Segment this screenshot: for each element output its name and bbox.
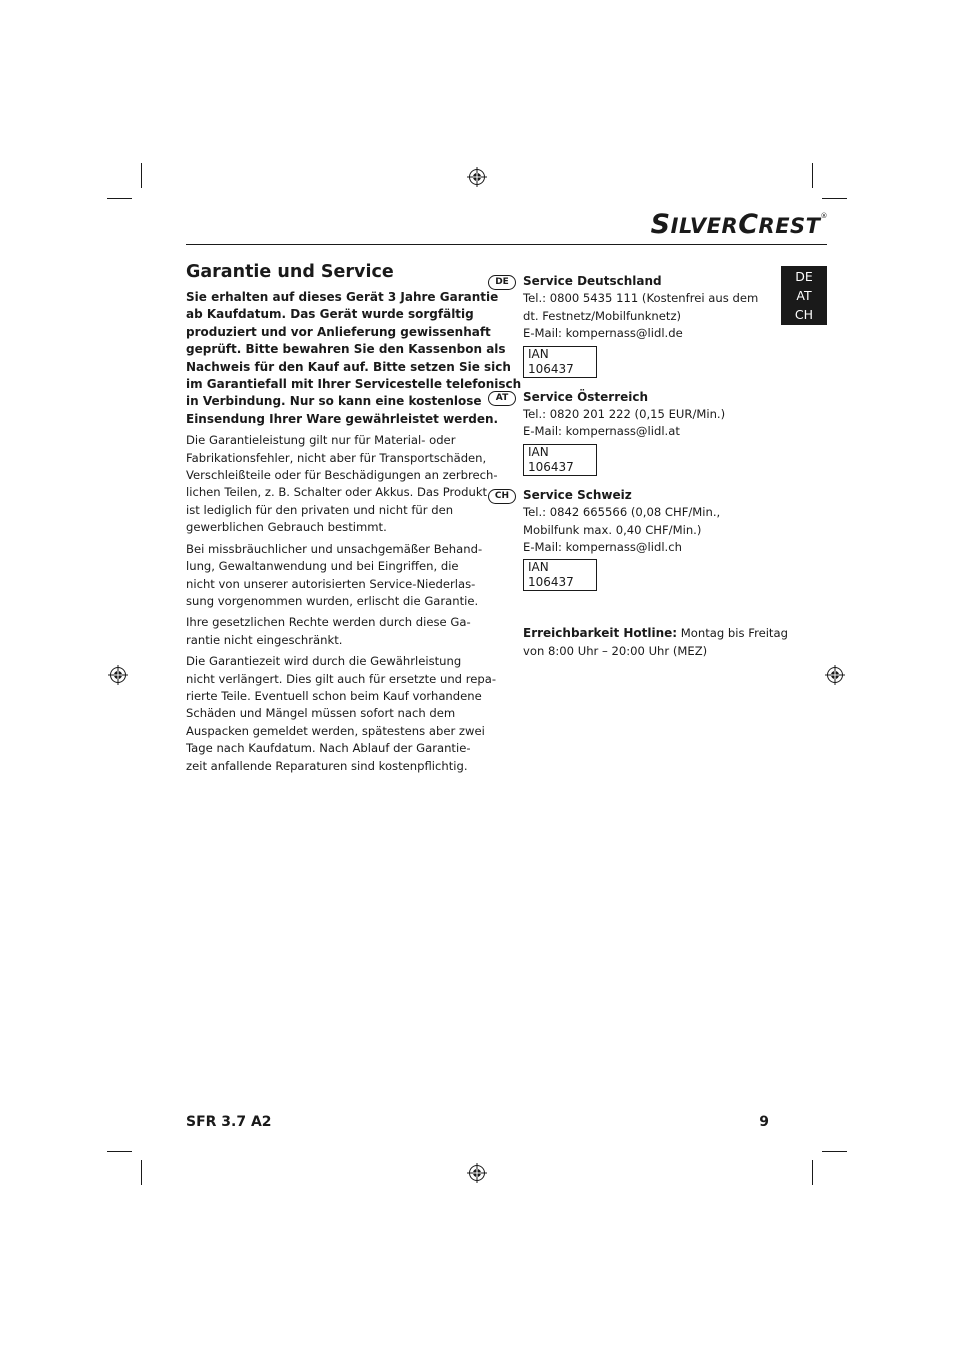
text-line: sung vorgenommen wurden, erlischt die Garantie. <box>186 593 479 608</box>
text-line: Die Garantiezeit wird durch die Gewährleistung <box>186 654 462 669</box>
paragraph <box>186 653 497 775</box>
service-line: E-Mail: kompernass@lidl.at <box>523 424 680 439</box>
service-line: E-Mail: kompernass@lidl.ch <box>523 540 682 555</box>
text-line: rantie nicht eingeschränkt. <box>186 632 343 647</box>
hotline-label: Erreichbarkeit Hotline: <box>523 626 678 641</box>
text-line: zeit anfallende Reparaturen sind kostenpflichtig. <box>186 758 468 773</box>
text-line: Auspacken gemeldet werden, spätestens aber zwei <box>186 723 485 738</box>
text-line: Die Garantieleistung gilt nur für Material- oder <box>186 433 456 448</box>
brand-part: REST <box>758 214 821 238</box>
text-line: im Garantiefall mit Ihrer Servicestelle telefonisch <box>186 377 522 392</box>
service-line: dt. Festnetz/Mobilfunknetz) <box>523 308 682 323</box>
brand-part: ILVER <box>670 214 739 238</box>
text-line: Tage nach Kaufdatum. Nach Ablauf der Garantie- <box>186 741 471 756</box>
language-tab <box>781 266 827 325</box>
lang-at: AT <box>796 288 812 303</box>
registration-mark-icon <box>108 665 128 685</box>
crop-mark <box>141 163 142 188</box>
text-line: ab Kaufdatum. Das Gerät wurde sorgfältig <box>186 307 474 322</box>
service-name: Service Österreich <box>523 389 649 404</box>
text-line: Einsendung Ihrer Ware gewährleistet werden. <box>186 411 499 426</box>
text-line: Ihre gesetzlichen Rechte werden durch diese Ga- <box>186 615 471 630</box>
country-flag-badge: AT <box>488 391 516 406</box>
text-line: lung, Gewaltanwendung und bei Eingriffen, die <box>186 559 459 574</box>
paragraph <box>186 541 483 611</box>
crop-mark <box>107 198 132 199</box>
hotline-hours: von 8:00 Uhr – 20:00 Uhr (MEZ) <box>523 643 708 658</box>
country-flag-badge: DE <box>488 275 516 290</box>
hotline-info <box>488 625 788 660</box>
lang-de: DE <box>795 269 813 284</box>
registration-mark-icon <box>825 665 845 685</box>
hotline-days: Montag bis Freitag <box>677 626 788 641</box>
text-line: Fabrikationsfehler, nicht aber für Transportschäden, <box>186 450 487 465</box>
service-ch <box>488 487 783 592</box>
service-at <box>488 389 783 476</box>
service-line: Mobilfunk max. 0,40 CHF/Min.) <box>523 522 702 537</box>
brand-letter: S <box>650 209 671 240</box>
text-line: gewerblichen Gebrauch bestimmt. <box>186 520 387 535</box>
text-line: Verschleißteile oder für Beschädigungen an zerbrech- <box>186 468 498 483</box>
country-flag-badge: CH <box>488 489 516 504</box>
brand-logo <box>651 209 828 240</box>
header-rule <box>186 244 827 245</box>
registered-mark: ® <box>820 212 828 220</box>
paragraph <box>186 432 498 536</box>
registration-mark-icon <box>467 167 487 187</box>
warranty-text <box>186 289 522 779</box>
crop-mark <box>812 163 813 188</box>
text-line: ist lediglich für den privaten und nicht für den <box>186 502 454 517</box>
text-line: Schäden und Mängel müssen sofort nach dem <box>186 706 456 721</box>
text-line: in Verbindung. Nur so kann eine kostenlose <box>186 394 482 409</box>
crop-mark <box>141 1160 142 1185</box>
model-number: SFR 3.7 A2 <box>186 1114 272 1130</box>
text-line: lichen Teilen, z. B. Schalter oder Akkus. Das Produkt <box>186 485 488 500</box>
service-name: Service Deutschland <box>523 274 662 288</box>
text-line: Nachweis für den Kauf auf. Bitte setzen Sie sich <box>186 359 511 374</box>
crop-mark <box>812 1160 813 1185</box>
text-line: produziert und vor Anlieferung gewissenhaft <box>186 324 491 339</box>
service-line: Tel.: 0842 665566 (0,08 CHF/Min., <box>523 505 721 520</box>
registration-mark-icon <box>467 1163 487 1183</box>
page-number: 9 <box>759 1114 769 1130</box>
ian-box: IAN 106437 <box>523 559 597 591</box>
service-contacts <box>488 273 788 660</box>
crop-mark <box>107 1151 132 1152</box>
text-line: Bei missbräuchlicher und unsachgemäßer Behand- <box>186 541 483 556</box>
text-line: nicht verlängert. Dies gilt auch für ersetzte und repa- <box>186 671 497 686</box>
ian-box: IAN 106437 <box>523 346 597 378</box>
paragraph <box>186 614 476 649</box>
text-line: Sie erhalten auf dieses Gerät 3 Jahre Garantie <box>186 290 499 304</box>
text-line: rierte Teile. Eventuell schon beim Kauf vorhandene <box>186 688 482 703</box>
service-line: Tel.: 0820 201 222 (0,15 EUR/Min.) <box>523 407 726 422</box>
ian-box: IAN 106437 <box>523 444 597 476</box>
text-line: geprüft. Bitte bewahren Sie den Kassenbon als <box>186 342 506 357</box>
service-line: Tel.: 0800 5435 111 (Kostenfrei aus dem <box>523 291 759 306</box>
service-line: E-Mail: kompernass@lidl.de <box>523 326 683 341</box>
service-de <box>488 273 783 378</box>
service-name: Service Schweiz <box>523 487 632 502</box>
section-title: Garantie und Service <box>186 262 394 282</box>
intro-paragraph <box>186 289 522 428</box>
brand-letter: C <box>738 209 759 240</box>
lang-ch: CH <box>794 307 814 322</box>
crop-mark <box>822 1151 847 1152</box>
text-line: nicht von unserer autorisierten Service-Niederlas- <box>186 576 476 591</box>
crop-mark <box>822 198 847 199</box>
